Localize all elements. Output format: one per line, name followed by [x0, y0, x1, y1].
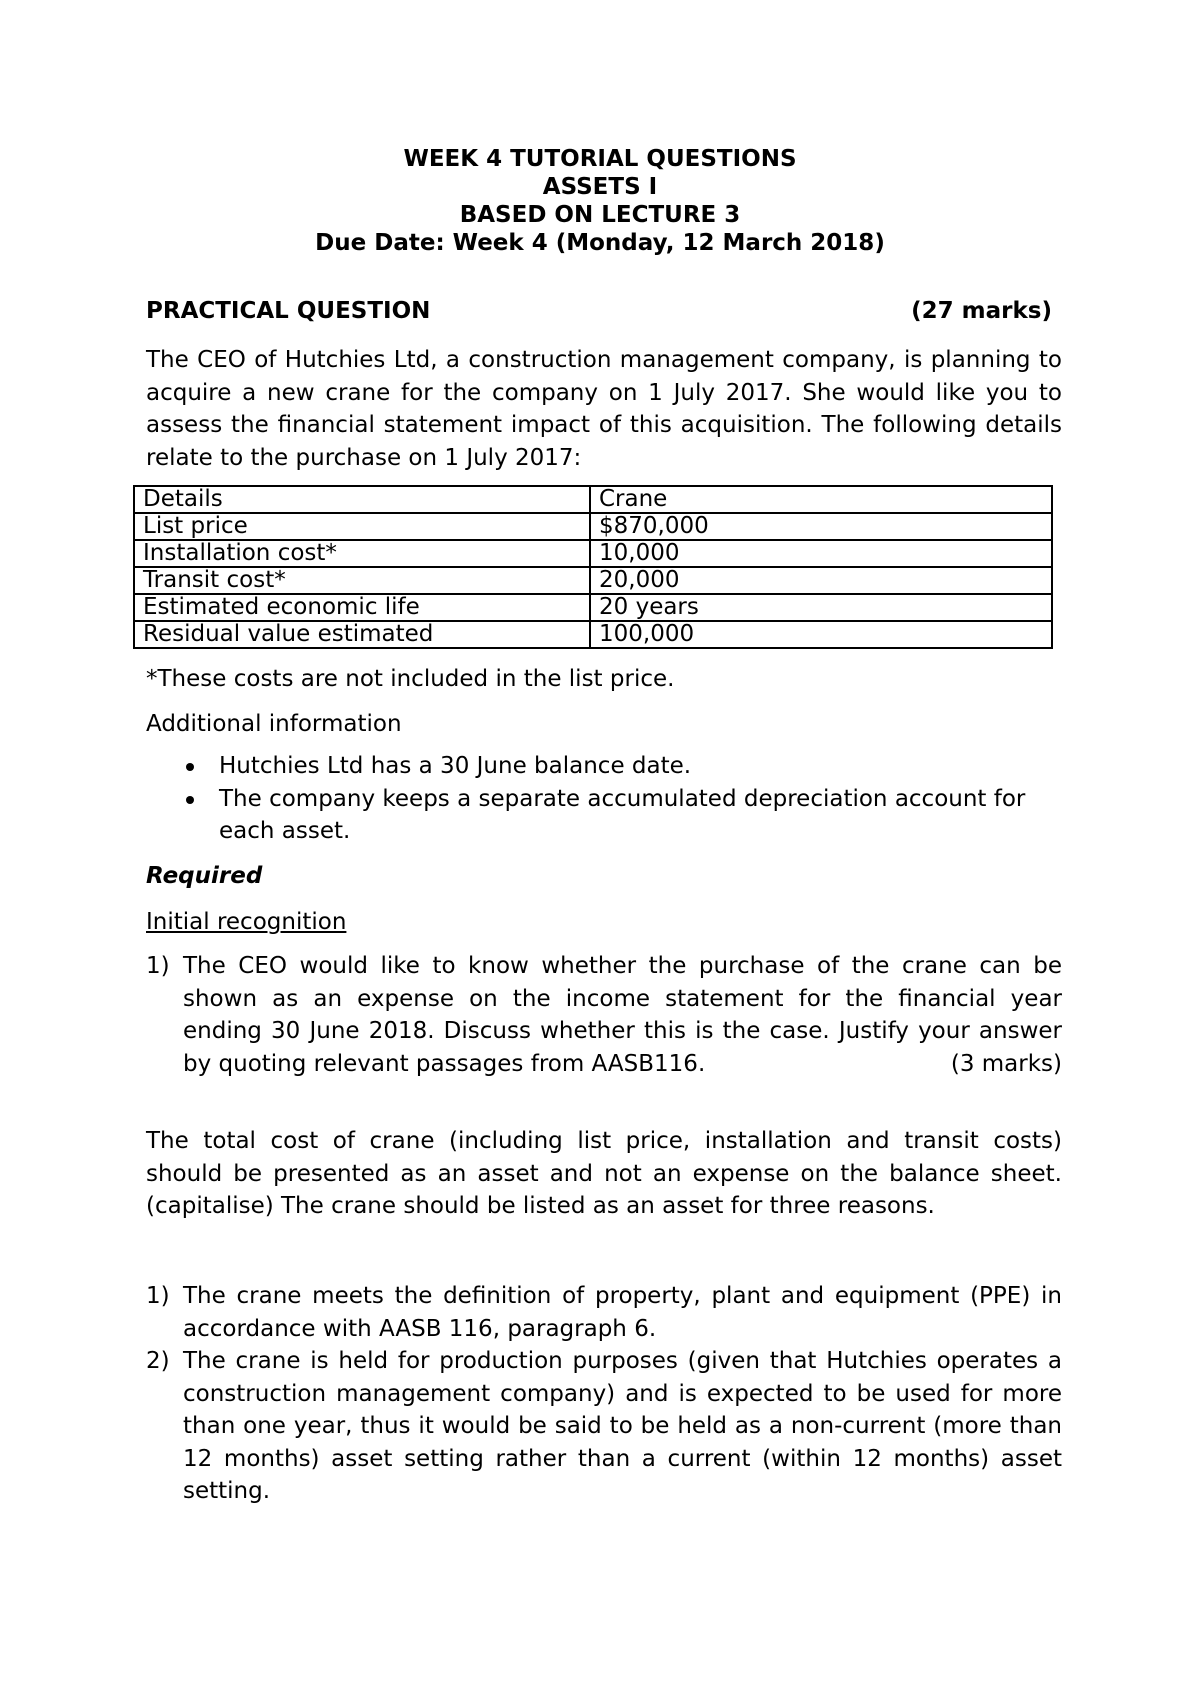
practical-heading	[146, 298, 1052, 324]
table-cell: 20,000	[590, 567, 1052, 594]
answer-item	[146, 1280, 1062, 1345]
required-heading: Required	[146, 863, 263, 889]
table-cell: $870,000	[590, 513, 1052, 540]
bullet-icon	[186, 796, 194, 804]
question-list	[146, 950, 1062, 1080]
table-cell: Installation cost*	[134, 540, 590, 567]
additional-heading: Additional information	[146, 711, 402, 737]
answer-text: The crane meets the definition of property, plant and equipment (PPE) in accordance with AASB 116, paragraph 6.	[183, 1283, 1062, 1342]
table-row	[134, 486, 1052, 513]
answer-paragraph: The total cost of crane (including list price, installation and transit costs) should be presented as an asset and not an expense on the balance sheet. (capitalise) The crane should be listed as an asset for three reasons.	[146, 1128, 1062, 1219]
initial-recognition-heading: Initial recognition	[146, 909, 347, 935]
table-cell: List price	[134, 513, 590, 540]
lecture-reference: BASED ON LECTURE 3	[459, 202, 741, 228]
question-marks: (3 marks)	[950, 1050, 1062, 1077]
practical-marks: (27 marks)	[911, 298, 1052, 324]
title-block	[0, 145, 1200, 257]
bullet-text: The company keeps a separate accumulated depreciation account for each asset.	[219, 785, 1026, 844]
practical-intro: The CEO of Hutchies Ltd, a construction management company, is planning to acquire a new crane for the company on 1 July 2017. She would like you to assess the financial statement impact of this acquisition. The following details relate to the purchase on 1 July 2017:	[146, 347, 1062, 471]
page-subtitle: ASSETS I	[542, 174, 658, 200]
table-cell: 20 years	[590, 594, 1052, 621]
table-cell: 10,000	[590, 540, 1052, 567]
table-cell: Residual value estimated	[134, 621, 590, 648]
answer-item	[146, 1345, 1062, 1508]
question-item	[146, 950, 1062, 1080]
answer-number: 1)	[146, 1283, 170, 1309]
table-footnote: *These costs are not included in the list price.	[146, 666, 675, 692]
bullet-icon	[186, 763, 194, 771]
due-date: Due Date: Week 4 (Monday, 12 March 2018)	[315, 230, 885, 256]
answer-list	[146, 1280, 1062, 1508]
answer-text: The crane is held for production purposes (given that Hutchies operates a construction management company) and is expected to be used for more than one year, thus it would be said to be held as a non-current (more than 12 months) asset setting rather than a current (within 12 months) asset setting.	[183, 1348, 1062, 1504]
question-text: The CEO would like to know whether the purchase of the crane can be shown as an expense on the income statement for the financial year ending 30 June 2018. Discuss whether this is the case. Justify your answer by quoting relevant passages from AASB116.	[183, 953, 1062, 1077]
details-table	[133, 485, 1053, 649]
table-row	[134, 594, 1052, 621]
page-title: WEEK 4 TUTORIAL QUESTIONS	[403, 146, 797, 172]
list-item	[146, 750, 1062, 783]
table-row	[134, 567, 1052, 594]
question-number: 1)	[146, 953, 170, 979]
table-cell: Details	[134, 486, 590, 513]
bullet-text: Hutchies Ltd has a 30 June balance date.	[219, 753, 692, 779]
table-row	[134, 513, 1052, 540]
practical-title: PRACTICAL QUESTION	[146, 298, 431, 324]
table-cell: Crane	[590, 486, 1052, 513]
table-cell: Estimated economic life	[134, 594, 590, 621]
table-row	[134, 621, 1052, 648]
additional-list	[146, 750, 1062, 848]
list-item	[146, 783, 1062, 848]
answer-number: 2)	[146, 1348, 170, 1374]
table-cell: Transit cost*	[134, 567, 590, 594]
table-row	[134, 540, 1052, 567]
table-cell: 100,000	[590, 621, 1052, 648]
